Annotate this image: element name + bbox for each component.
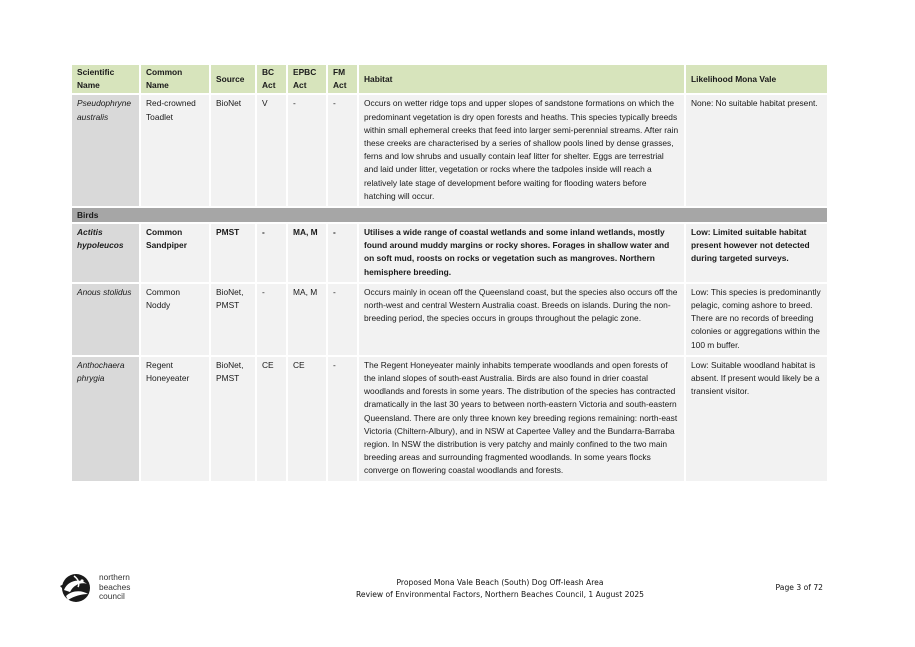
scientific-name-cell: Pseudophryne australis <box>71 94 140 207</box>
logo-line: council <box>99 591 125 602</box>
scientific-name-cell: Anous stolidus <box>71 283 140 356</box>
bc-act-cell: CE <box>256 356 287 482</box>
table-header-row <box>71 64 828 94</box>
footer-title-line1: Proposed Mona Vale Beach (South) Dog Off-leash Area <box>396 578 604 587</box>
epbc-act-cell: MA, M <box>287 283 327 356</box>
epbc-act-cell: MA, M <box>287 223 327 283</box>
likelihood-cell: Low: Limited suitable habitat present however not detected during targeted surveys. <box>685 223 828 283</box>
fm-act-cell: - <box>327 223 358 283</box>
table-row <box>71 283 828 356</box>
source-cell: BioNet <box>210 94 256 207</box>
section-label: Birds <box>71 207 828 223</box>
epbc-act-cell: - <box>287 94 327 207</box>
logo-line: northern <box>99 572 130 582</box>
fm-act-cell: - <box>327 94 358 207</box>
bc-act-cell: - <box>256 223 287 283</box>
fm-act-cell: - <box>327 283 358 356</box>
scientific-name-cell: Actitis hypoleucos <box>71 223 140 283</box>
table-row <box>71 223 828 283</box>
section-row-birds <box>71 207 828 223</box>
habitat-cell: Occurs mainly in ocean off the Queensland coast, but the species also occurs off the north-west and central Western Australia coast. Breeds on islands. During the non-breeding period, the species occurs in groups throughout the pelagic zone. <box>358 283 685 356</box>
source-cell: BioNet, PMST <box>210 356 256 482</box>
source-cell: PMST <box>210 223 256 283</box>
header-fm-act: FM Act <box>327 64 358 94</box>
habitat-cell: Utilises a wide range of coastal wetlands and some inland wetlands, mostly found around muddy margins or rocky shores. Forages in shallow water and on soft mud, roosts on rocks or vegetation such as mangroves. Northern hemisphere breeding. <box>358 223 685 283</box>
fm-act-cell: - <box>327 356 358 482</box>
header-bc-act: BC Act <box>256 64 287 94</box>
likelihood-cell: Low: Suitable woodland habitat is absent. If present would likely be a transient visitor. <box>685 356 828 482</box>
likelihood-cell: Low: This species is predominantly pelagic, coming ashore to breed. There are no records of breeding colonies or aggregations within the 100 m buffer. <box>685 283 828 356</box>
common-name-cell: Common Sandpiper <box>140 223 210 283</box>
species-table <box>70 63 829 483</box>
table-row <box>71 356 828 482</box>
footer-title <box>300 577 700 601</box>
header-likelihood: Likelihood Mona Vale <box>685 64 828 94</box>
common-name-cell: Regent Honeyeater <box>140 356 210 482</box>
header-source: Source <box>210 64 256 94</box>
logo-wordmark <box>99 573 130 602</box>
common-name-cell: Red-crowned Toadlet <box>140 94 210 207</box>
scientific-name-cell: Anthochaera phrygia <box>71 356 140 482</box>
page-number: Page 3 of 72 <box>775 583 823 592</box>
header-scientific-name: Scientific Name <box>71 64 140 94</box>
source-cell: BioNet, PMST <box>210 283 256 356</box>
footer-title-line2: Review of Environmental Factors, Northern Beaches Council, 1 August 2025 <box>356 590 644 599</box>
header-common-name: Common Name <box>140 64 210 94</box>
logo-line: beaches <box>99 581 131 592</box>
habitat-cell: The Regent Honeyeater mainly inhabits temperate woodlands and open forests of the inland slopes of south-east Australia. Birds are also found in drier coastal woodlands and forests in some years. The distribution of the species has contracted dramatically in the last 30 years to between north-eastern Victoria and south-eastern Queensland. There are only three known key breeding regions remaining: north-east Victoria (Chiltern-Albury), and in NSW at Capertee Valley and the Bundarra-Barraba region. In NSW the distribution is very patchy and mainly confined to the two main breeding areas and surrounding fragmented woodlands. In some years flocks converge on flowering coastal woodlands and forests. <box>358 356 685 482</box>
bc-act-cell: V <box>256 94 287 207</box>
habitat-cell: Occurs on wetter ridge tops and upper slopes of sandstone formations on which the predominant vegetation is dry open forests and heaths. This species typically breeds within small ephemeral creeks that feed into larger semi-perennial streams. After rain these creeks are characterised by a series of shallow pools lined by dense grasses, ferns and low shrubs and usually contain leaf litter for shelter. Eggs are terrestrial and laid under litter, vegetation or rocks where the tadpoles inside will reach a relatively late stage of development before waiting for flooding waters before hatching will occur. <box>358 94 685 207</box>
header-habitat: Habitat <box>358 64 685 94</box>
header-epbc-act: EPBC Act <box>287 64 327 94</box>
bc-act-cell: - <box>256 283 287 356</box>
epbc-act-cell: CE <box>287 356 327 482</box>
common-name-cell: Common Noddy <box>140 283 210 356</box>
table-row <box>71 94 828 207</box>
likelihood-cell: None: No suitable habitat present. <box>685 94 828 207</box>
